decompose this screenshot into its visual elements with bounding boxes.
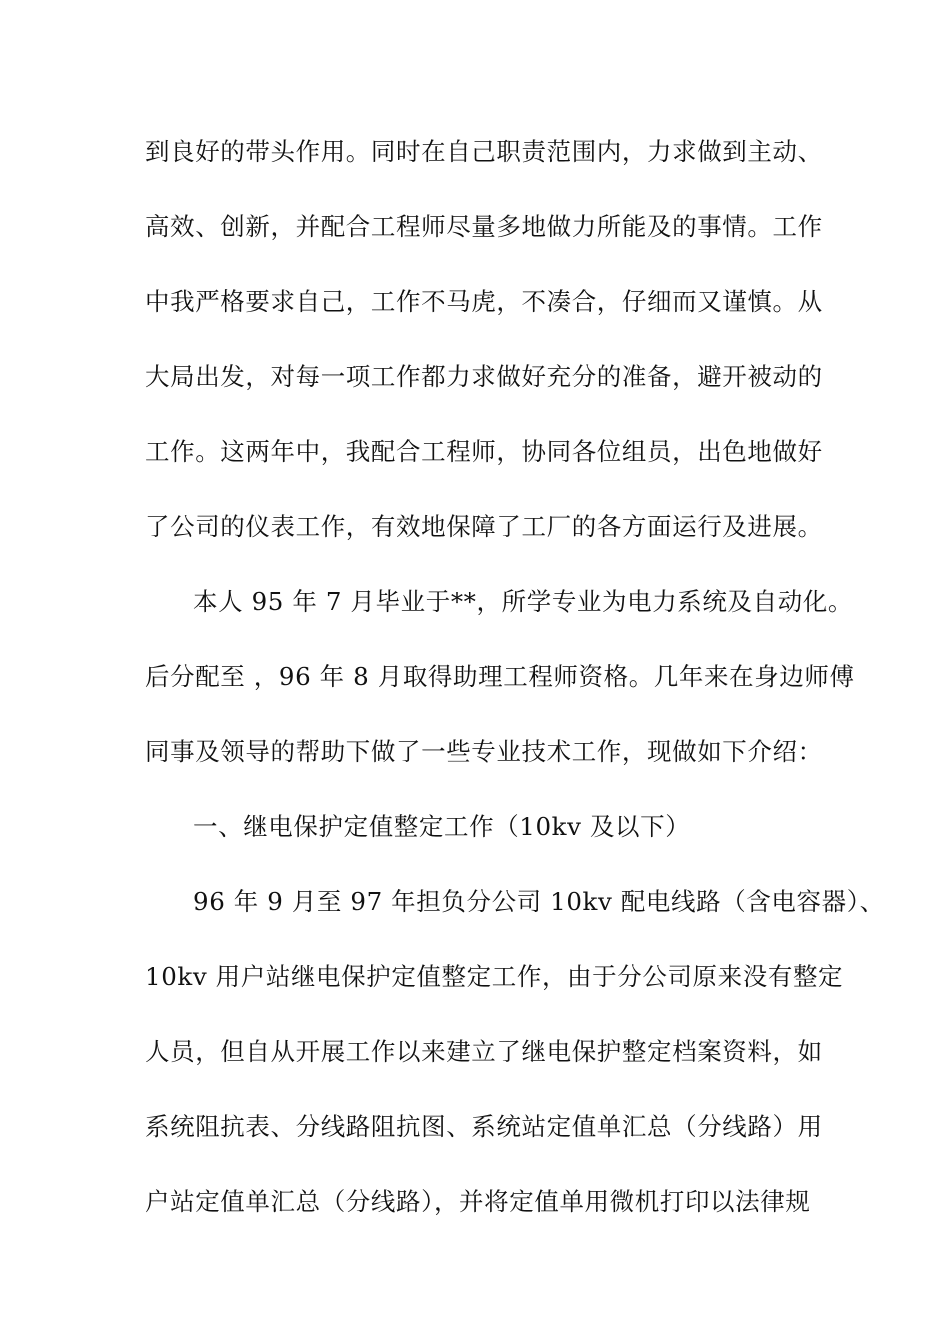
text-line-5: 工作。这两年中，我配合工程师，协同各位组员，出色地做好 — [145, 437, 823, 466]
text-line-8: 后分配至 ，96 年 8 月取得助理工程师资格。几年来在身边师傅 — [145, 662, 855, 691]
text-line-13: 人员，但自从开展工作以来建立了继电保护整定档案资料，如 — [145, 1037, 823, 1066]
text-line-15: 户站定值单汇总（分线路），并将定值单用微机打印以法律规 — [145, 1187, 811, 1216]
text-line-9: 同事及领导的帮助下做了一些专业技术工作，现做如下介绍： — [145, 737, 823, 766]
text-line-6: 了公司的仪表工作，有效地保障了工厂的各方面运行及进展。 — [145, 512, 823, 541]
text-line-14: 系统阻抗表、分线路阻抗图、系统站定值单汇总（分线路）用 — [145, 1112, 823, 1141]
paragraph-section-first-line: 96 年 9 月至 97 年担负分公司 10kv 配电线路（含电容器）、 — [193, 887, 885, 916]
text-line-1: 到良好的带头作用。同时在自己职责范围内，力求做到主动、 — [145, 137, 823, 166]
text-line-4: 大局出发，对每一项工作都力求做好充分的准备，避开被动的 — [145, 362, 823, 391]
text-line-2: 高效、创新，并配合工程师尽量多地做力所能及的事情。工作 — [145, 212, 823, 241]
paragraph-intro-first-line: 本人 95 年 7 月毕业于**，所学专业为电力系统及自动化。 — [193, 587, 854, 616]
section-heading: 一、继电保护定值整定工作（10kv 及以下） — [193, 812, 691, 841]
text-line-3: 中我严格要求自己，工作不马虎，不凑合，仔细而又谨慎。从 — [145, 287, 823, 316]
text-line-12: 10kv 用户站继电保护定值整定工作，由于分公司原来没有整定 — [145, 962, 844, 991]
